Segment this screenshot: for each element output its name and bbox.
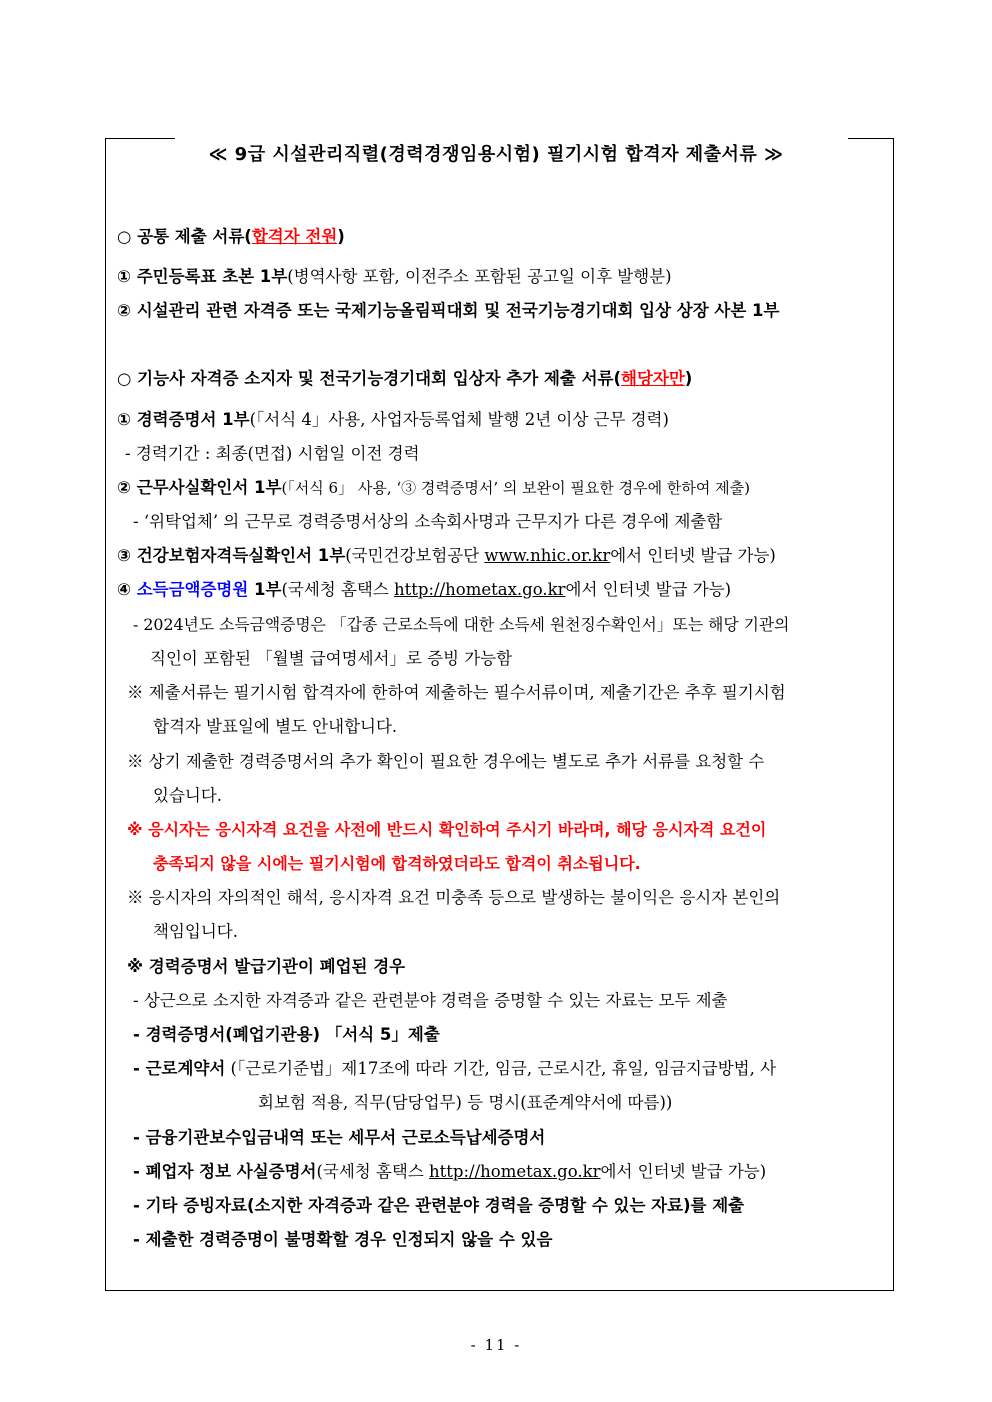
item-income-certificate: ④ 소득금액증명원 1부(국세청 홈택스 http://hometax.go.kr에서 인터넷 발급 가능) — [117, 580, 732, 599]
hometax-link-1[interactable]: http://hometax.go.kr — [394, 580, 566, 599]
item-work-confirmation: ② 근무사실확인서 1부(「서식 6」 사용, ‘③ 경력증명서’ 의 보완이 필요한 경우에 한하여 제출) — [117, 478, 750, 497]
closed-item-4: - 금융기관보수입금내역 또는 세무서 근로소득납세증명서 — [133, 1128, 546, 1147]
note-warning-3b: 충족되지 않을 시에는 필기시험에 합격하였더라도 합격이 취소됩니다. — [153, 854, 641, 873]
item-career-certificate: ① 경력증명서 1부(「서식 4」사용, 사업자등록업체 발행 2년 이상 근무 경력) — [117, 410, 669, 429]
closed-item-1: - 상근으로 소지한 자격증과 같은 관련분야 경력을 증명할 수 있는 자료는 모두 제출 — [133, 991, 728, 1010]
document-title: ≪ 9급 시설관리직렬(경력경쟁임용시험) 필기시험 합격자 제출서류 ≫ — [208, 144, 784, 165]
note-additional-2b: 있습니다. — [153, 786, 223, 805]
note-submission-1b: 합격자 발표일에 별도 안내합니다. — [153, 717, 398, 736]
note-submission-1a: ※ 제출서류는 필기시험 합격자에 한하여 제출하는 필수서류이며, 제출기간은 추후 필기시험 — [127, 683, 786, 702]
closed-item-3b: 회보험 적용, 직무(담당업무) 등 명시(표준계약서에 따름)) — [258, 1093, 673, 1112]
closed-item-3: - 근로계약서 (「근로기준법」제17조에 따라 기간, 임금, 근로시간, 휴일, 임금지급방법, 사 — [133, 1059, 777, 1078]
additional-documents-heading: ○ 기능사 자격증 소지자 및 전국기능경기대회 입상자 추가 제출 서류(해당자만) — [117, 369, 693, 388]
note-responsibility-4a: ※ 응시자의 자의적인 해석, 응시자격 요건 미충족 등으로 발생하는 불이익은 응시자 본인의 — [127, 888, 781, 907]
income-proof-note-1: - 2024년도 소득금액증명은 「갑종 근로소득에 대한 소득세 원천징수확인서」또는 해당 기관의 — [133, 615, 790, 634]
frame-top-right — [848, 138, 894, 139]
outsourcing-note: - ‘위탁업체’ 의 근무로 경력증명서상의 소속회사명과 근무지가 다른 경우에 제출함 — [133, 512, 723, 531]
closed-item-6: - 기타 증빙자료(소지한 자격증과 같은 관련분야 경력을 증명할 수 있는 자료)를 제출 — [133, 1196, 745, 1215]
hometax-link-2[interactable]: http://hometax.go.kr — [429, 1162, 601, 1181]
career-period-note: - 경력기간 : 최종(면접) 시험일 이전 경력 — [125, 444, 420, 463]
item-certificate-copy: ② 시설관리 관련 자격증 또는 국제기능올림픽대회 및 전국기능경기대회 입상 상장 사본 1부 — [117, 301, 780, 320]
closed-item-2: - 경력증명서(폐업기관용) 「서식 5」제출 — [133, 1025, 440, 1044]
note-warning-3a: ※ 응시자는 응시자격 요건을 사전에 반드시 확인하여 주시기 바라며, 해당 응시자격 요건이 — [127, 820, 767, 839]
common-documents-heading: ○ 공통 제출 서류(합격자 전원) — [117, 227, 345, 246]
closed-item-5: - 폐업자 정보 사실증명서(국세청 홈택스 http://hometax.go.kr에서 인터넷 발급 가능) — [133, 1162, 767, 1181]
closed-company-heading: ※ 경력증명서 발급기관이 폐업된 경우 — [127, 957, 406, 976]
item-health-insurance: ③ 건강보험자격득실확인서 1부(국민건강보험공단 www.nhic.or.kr에서 인터넷 발급 가능) — [117, 546, 776, 565]
nhic-link[interactable]: www.nhic.or.kr — [484, 546, 611, 565]
closed-item-7: - 제출한 경력증명이 불명확할 경우 인정되지 않을 수 있음 — [133, 1230, 553, 1249]
page-number: - 11 - — [470, 1336, 522, 1354]
frame-top-left — [105, 138, 175, 139]
note-responsibility-4b: 책임입니다. — [153, 922, 238, 941]
note-additional-2a: ※ 상기 제출한 경력증명서의 추가 확인이 필요한 경우에는 별도로 추가 서류를 요청할 수 — [127, 752, 765, 771]
item-resident-register: ① 주민등록표 초본 1부(병역사항 포함, 이전주소 포함된 공고일 이후 발행분) — [117, 267, 672, 286]
income-proof-note-2: 직인이 포함된 「월별 급여명세서」로 증빙 가능함 — [150, 649, 513, 668]
